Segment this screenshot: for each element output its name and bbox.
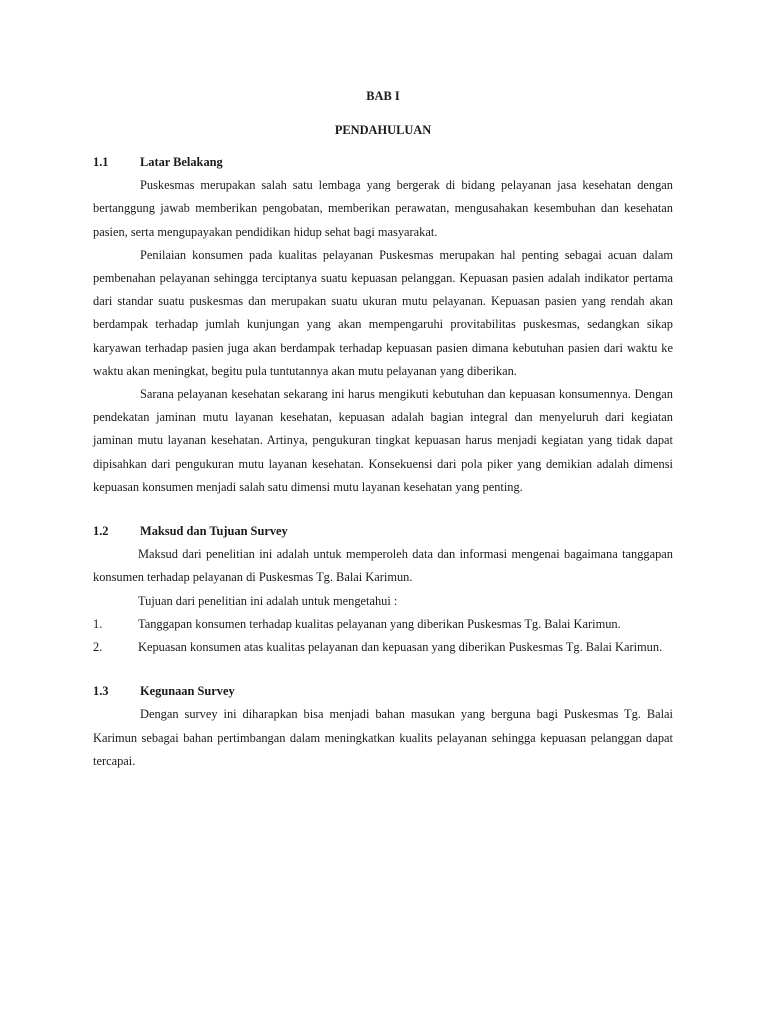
section-maksud-tujuan <box>93 520 673 659</box>
chapter-label: BAB I <box>366 89 400 103</box>
paragraph: Dengan survey ini diharapkan bisa menjadi bahan masukan yang berguna bagi Puskesmas Tg. Balai Karimun sebagai bahan pertimbangan dalam meningkatkan kualits pelayanan sehingga kepuasan pelanggan dapat tercapai. <box>93 707 673 768</box>
list-marker: 1. <box>93 616 103 631</box>
paragraph: Penilaian konsumen pada kualitas pelayanan Puskesmas merupakan hal penting sebagai acuan dalam pembenahan pelayanan sehingga terciptanya suatu kepuasan pelanggan. Kepuasan pasien adalah indikator pertama dari standar suatu puskesmas dan merupakan suatu ukuran mutu pelayanan. Kepuasan pasien yang rendah akan berdampak terhadap jumlah kunjungan yang akan mempengaruhi provitabilitas puskesmas, sedangkan sikap karyawan terhadap pasien juga akan berdampak terhadap kepuasan pasien dimana kebutuhan pasien dari waktu ke waktu akan meningkat, begitu pula tuntutannya akan mutu pelayanan yang diberikan. <box>93 247 673 378</box>
section-title: Latar Belakang <box>140 155 223 169</box>
paragraph: Sarana pelayanan kesehatan sekarang ini harus mengikuti kebutuhan dan kepuasan konsumennya. Dengan pendekatan jaminan mutu layanan kesehatan, kepuasan adalah bagian integral dan menyeluruh dari kegiatan jaminan mutu layanan kesehatan. Artinya, pengukuran tingkat kepuasan harus menjadi kegiatan yang tidak dapat dipisahkan dari pengukuran mutu layanan kesehatan. Konsekuensi dari pola piker yang demikian adalah dimensi kepuasan konsumen menjadi salah satu dimensi mutu layanan kesehatan yang penting. <box>93 387 673 494</box>
list-item <box>93 613 673 636</box>
paragraph: Puskesmas merupakan salah satu lembaga yang bergerak di bidang pelayanan jasa kesehatan dengan bertanggung jawab memberikan pengobatan, memberikan perawatan, mengusahakan kesembuhan dan kesehatan pasien, serta mengupayakan pendidikan hidup sehat bagi masyarakat. <box>93 178 673 239</box>
section-heading <box>93 680 673 703</box>
section-heading <box>93 151 673 174</box>
section-heading <box>93 520 673 543</box>
chapter-title: PENDAHULUAN <box>334 123 432 137</box>
section-number: 1.1 <box>93 155 109 169</box>
section-kegunaan <box>93 680 673 773</box>
list-marker: 2. <box>93 640 103 655</box>
page-content <box>93 83 673 773</box>
list-text: Kepuasan konsumen atas kualitas pelayanan dan kepuasan yang diberikan Puskesmas Tg. Balai Karimun. <box>138 640 663 655</box>
section-title: Maksud dan Tujuan Survey <box>140 524 288 539</box>
list-item <box>93 636 673 659</box>
section-title: Kegunaan Survey <box>140 684 235 699</box>
list-text: Tanggapan konsumen terhadap kualitas pelayanan yang diberikan Puskesmas Tg. Balai Karimun. <box>138 616 621 631</box>
section-number: 1.3 <box>93 684 109 699</box>
section-number: 1.2 <box>93 524 109 539</box>
paragraph: Maksud dari penelitian ini adalah untuk memperoleh data dan informasi mengenai bagaimana tanggapan konsumen terhadap pelayanan di Puskesmas Tg. Balai Karimun. <box>93 547 673 585</box>
paragraph: Tujuan dari penelitian ini adalah untuk mengetahui : <box>138 593 398 608</box>
section-latar-belakang <box>93 151 673 499</box>
